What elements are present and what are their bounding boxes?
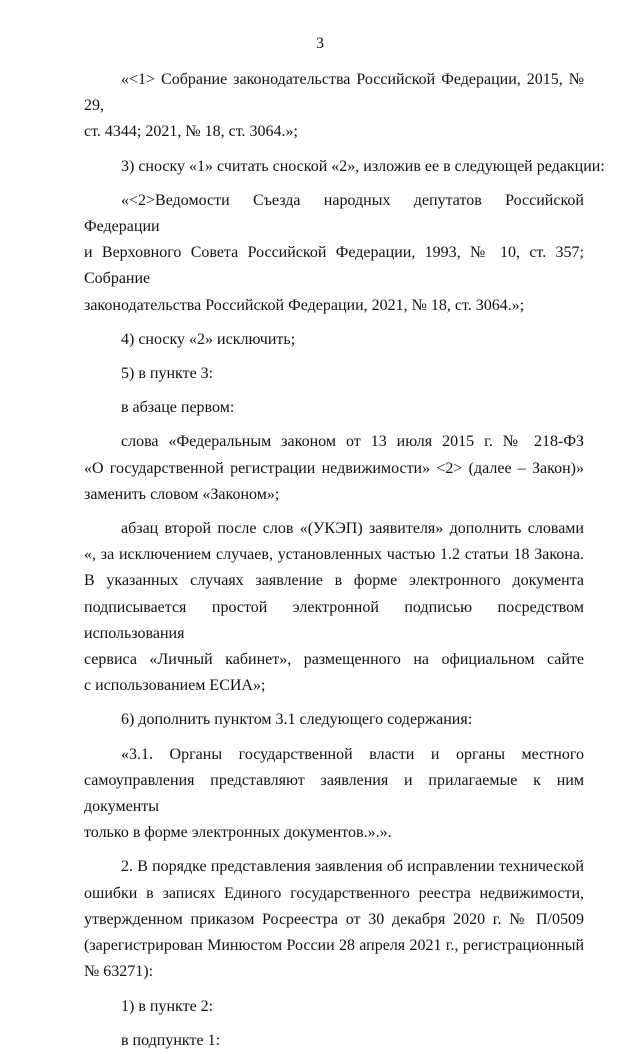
- text-line: заменить словом «Законом»;: [84, 485, 280, 503]
- paragraph-footnote-2: [84, 188, 584, 319]
- paragraph-subitem-1: [84, 1028, 584, 1054]
- text-line: «О государственной регистрации недвижимости» <2> (далее – Закон)»: [84, 459, 584, 477]
- paragraph-replace-words: [84, 429, 584, 508]
- text-line: «, за исключением случаев, установленных частью 1.2 статьи 18 Закона.: [84, 546, 584, 564]
- text-line: абзац второй после слов «(УКЭП) заявителя» дополнить словами: [121, 520, 584, 538]
- text-line: В указанных случаях заявление в форме электронного документа: [84, 572, 584, 590]
- text-line: ст. 4344; 2021, № 18, ст. 3064.»;: [84, 123, 298, 141]
- text-line: с использованием ЕСИА»;: [84, 677, 266, 695]
- document-body: [84, 67, 605, 1054]
- text-line: «3.1. Органы государственной власти и органы местного: [121, 745, 584, 763]
- text-line: в подпункте 1:: [121, 1031, 221, 1049]
- text-line: и Верховного Совета Российской Федерации, 1993, № 10, ст. 357; Собрание: [84, 244, 584, 288]
- paragraph-item-3-1: [84, 742, 584, 847]
- text-line: 5) в пункте 3:: [121, 365, 214, 383]
- text-line: подписывается простой электронной подписью посредством использования: [84, 598, 584, 642]
- page-number: 3: [316, 35, 324, 52]
- text-line: в абзаце первом:: [121, 399, 235, 417]
- paragraph-section-2: [84, 854, 584, 985]
- text-line: 3) сноску «1» считать сноской «2», изложив ее в следующей редакции:: [121, 157, 605, 175]
- text-line: (зарегистрирован Минюстом России 28 апреля 2021 г., регистрационный: [84, 937, 584, 955]
- paragraph-item-6: [84, 707, 584, 733]
- text-line: 2. В порядке представления заявления об исправлении технической: [121, 858, 584, 876]
- text-line: самоуправления представляют заявления и прилагаемые к ним документы: [84, 771, 584, 816]
- paragraph-first-para: [84, 395, 584, 421]
- text-line: № 63271):: [84, 963, 154, 981]
- text-line: сервиса «Личный кабинет», размещенного на официальном сайте: [84, 651, 584, 669]
- text-line: 6) дополнить пунктом 3.1 следующего содержания:: [121, 711, 473, 729]
- text-line: законодательства Российской Федерации, 2021, № 18, ст. 3064.»;: [84, 296, 525, 314]
- text-line: только в форме электронных документов.».».: [84, 824, 392, 842]
- text-line: 1) в пункте 2:: [121, 997, 214, 1015]
- text-line: ошибки в записях Единого государственного реестра недвижимости,: [84, 884, 584, 902]
- paragraph-footnote-1: [84, 67, 584, 146]
- text-line: утвержденном приказом Росреестра от 30 декабря 2020 г. № П/0509: [84, 910, 584, 928]
- text-line: 4) сноску «2» исключить;: [121, 330, 296, 348]
- paragraph-item-4: [84, 327, 584, 353]
- text-line: «<1> Собрание законодательства Российской Федерации, 2015, № 29,: [84, 71, 584, 115]
- paragraph-second-para: [84, 516, 584, 699]
- paragraph-item-2-1: [84, 994, 584, 1020]
- text-line: «<2>Ведомости Съезда народных депутатов Российской Федерации: [84, 191, 584, 236]
- paragraph-item-5: [84, 361, 584, 387]
- text-line: слова «Федеральным законом от 13 июля 2015 г. № 218-ФЗ: [121, 433, 584, 451]
- paragraph-item-3: [84, 154, 605, 180]
